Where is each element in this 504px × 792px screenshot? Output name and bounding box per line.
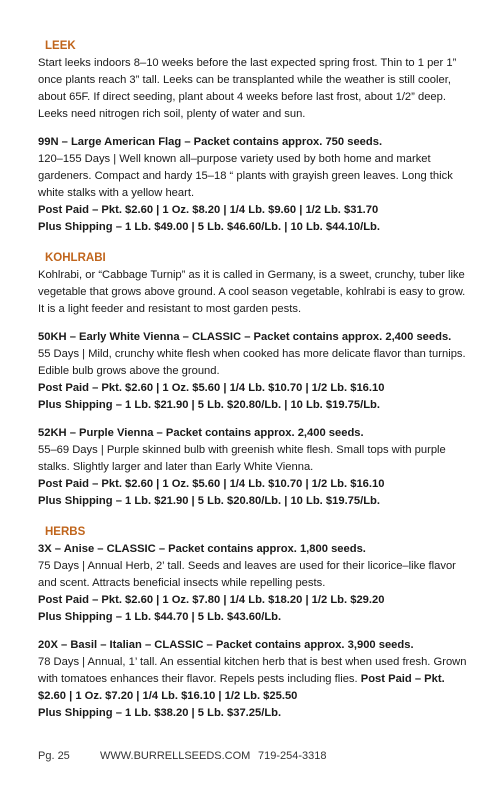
- page-footer: [38, 750, 327, 762]
- plus-shipping-prices: Plus Shipping – 1 Lb. $21.90 | 5 Lb. $20.80/Lb. | 10 Lb. $19.75/Lb.: [38, 495, 380, 507]
- page-content: [38, 38, 474, 722]
- phone-number: 719-254-3318: [258, 750, 327, 762]
- section-intro-kohlrabi: Kohlrabi, or “Cabbage Turnip” as it is called in Germany, is a sweet, crunchy, tuber like vegetable that grows above ground. A cool season vegetable, kohlrabi is easy to grow. It is a light feeder and resistant to most garden pests.: [38, 269, 466, 315]
- post-paid-prices: Post Paid – Pkt. $2.60 | 1 Oz. $5.60 | 1/4 Lb. $10.70 | 1/2 Lb. $16.10: [38, 478, 385, 490]
- post-paid-prices: Post Paid – Pkt. $2.60 | 1 Oz. $5.60 | 1/4 Lb. $10.70 | 1/2 Lb. $16.10: [38, 382, 385, 394]
- entry-title: 20X – Basil – Italian – CLASSIC – Packet contains approx. 3,900 seeds.: [38, 639, 414, 651]
- post-paid-prices: Post Paid – Pkt. $2.60 | 1 Oz. $8.20 | 1/4 Lb. $9.60 | 1/2 Lb. $31.70: [38, 204, 379, 216]
- plus-shipping-prices: Plus Shipping – 1 Lb. $44.70 | 5 Lb. $43.60/Lb.: [38, 611, 282, 623]
- plus-shipping-prices: Plus Shipping – 1 Lb. $49.00 | 5 Lb. $46.60/Lb. | 10 Lb. $44.10/Lb.: [38, 221, 380, 233]
- entry-title: 50KH – Early White Vienna – CLASSIC – Packet contains approx. 2,400 seeds.: [38, 331, 452, 343]
- entry-description: 55 Days | Mild, crunchy white flesh when cooked has more delicate flavor than turnips. Edible bulb grows above the ground.: [38, 348, 466, 377]
- entry-title: 3X – Anise – CLASSIC – Packet contains approx. 1,800 seeds.: [38, 543, 366, 555]
- section-intro-leek: Start leeks indoors 8–10 weeks before the last expected spring frost. Thin to 1 per 1” once plants reach 3” tall. Leeks can be transplanted while the weather is still cooler, about 65F. If direct seeding, plant about 4 weeks before last frost, about 1/2” deep. Leeks need nitrogen rich soil, plenty of water and sun.: [38, 57, 457, 120]
- section-heading-herbs: HERBS: [45, 526, 86, 538]
- page-number: Pg. 25: [38, 750, 70, 762]
- section-heading-kohlrabi: KOHLRABI: [45, 252, 106, 264]
- entry-description: [38, 654, 474, 705]
- section-heading-leek: LEEK: [45, 40, 76, 52]
- entry-description: 120–155 Days | Well known all–purpose variety used by both home and market gardeners. Compact and hardy 15–18 “ plants with grayish green leaves. Long thick white stalks with a yellow heart.: [38, 153, 453, 199]
- entry-title: 99N – Large American Flag – Packet contains approx. 750 seeds.: [38, 136, 383, 148]
- plus-shipping-prices: Plus Shipping – 1 Lb. $21.90 | 5 Lb. $20.80/Lb. | 10 Lb. $19.75/Lb.: [38, 399, 380, 411]
- plus-shipping-prices: Plus Shipping – 1 Lb. $38.20 | 5 Lb. $37.25/Lb.: [38, 707, 282, 719]
- entry-description: 55–69 Days | Purple skinned bulb with greenish white flesh. Small tops with purple stalks. Slightly larger and later than Early White Vienna.: [38, 444, 446, 473]
- entry-description-text: 78 Days | Annual, 1’ tall. An essential kitchen herb that is best when used fresh. Grown with tomatoes enhances their flavor. Repels pests including flies.: [38, 656, 467, 685]
- entry-description: 75 Days | Annual Herb, 2’ tall. Seeds and leaves are used for their licorice–like flavor and scent. Attracts beneficial insects while repelling pests.: [38, 560, 456, 589]
- post-paid-prices: Post Paid – Pkt. $2.60 | 1 Oz. $7.80 | 1/4 Lb. $18.20 | 1/2 Lb. $29.20: [38, 594, 385, 606]
- entry-title: 52KH – Purple Vienna – Packet contains approx. 2,400 seeds.: [38, 427, 364, 439]
- website-url: WWW.BURRELLSEEDS.COM: [100, 750, 251, 762]
- post-paid-prices: Post Paid – Pkt. $2.60 | 1 Oz. $7.20 | 1/4 Lb. $16.10 | 1/2 Lb. $25.50: [38, 673, 445, 702]
